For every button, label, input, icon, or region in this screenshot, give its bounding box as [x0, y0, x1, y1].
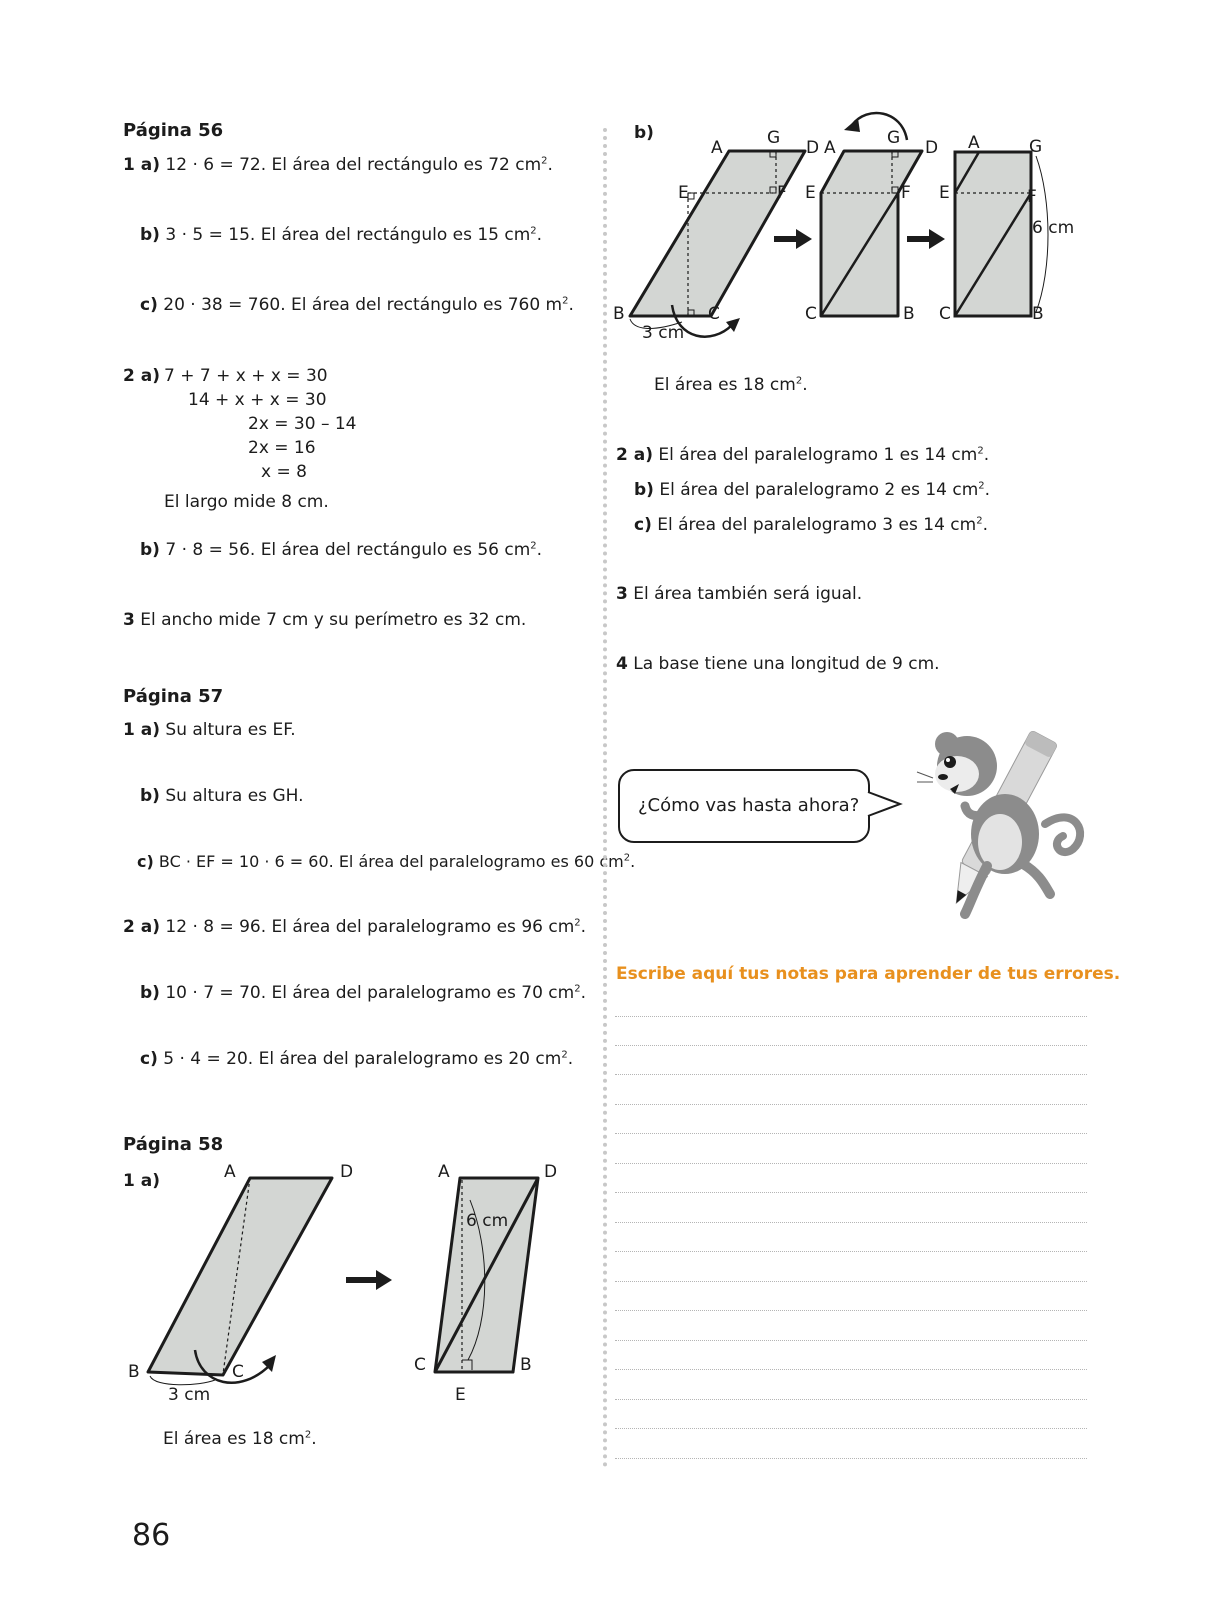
page-58-heading: Página 58: [123, 1134, 224, 1155]
vertex-f-label: F: [901, 183, 911, 203]
speech-bubble-text: ¿Cómo vas hasta ahora?: [638, 795, 860, 816]
vertex-e-label: E: [678, 183, 689, 203]
move-arrowhead: [844, 118, 860, 132]
vertex-a-label: A: [711, 138, 723, 158]
vertex-g-label: G: [767, 128, 781, 148]
base-length-label: 3 cm: [168, 1385, 211, 1405]
equation-line-1: 7 + 7 + x + x = 30: [164, 366, 328, 386]
answer-56-2b: b) 7 · 8 = 56. El área del rectángulo es 56 $cm^2$.: [140, 540, 543, 560]
answer-56-2a-result: El largo mide 8 cm.: [164, 492, 329, 512]
note-line: [615, 1369, 1087, 1370]
right-angle-mark: [688, 193, 694, 199]
vertex-e-label: E: [455, 1385, 466, 1405]
vertex-f-label: F: [1027, 187, 1037, 207]
answer-58-1b-label: b): [634, 123, 654, 143]
right-arrow-2: [774, 236, 798, 242]
equation-line-4: 2x = 16: [248, 438, 316, 458]
note-line: [615, 1399, 1087, 1400]
vertex-e-label: E: [939, 183, 950, 203]
note-line: [615, 1074, 1087, 1075]
answer-58-2a: 2 a) El área del paralelogramo 1 es 14 $cm^2$.: [616, 445, 990, 465]
answer-57-1c: c) BC · EF = 10 · 6 = 60. El área del paralelogramo es 60 $cm^2$.: [137, 852, 636, 871]
vertex-c-label: C: [939, 304, 951, 324]
answer-58-2b: b) El área del paralelogramo 2 es 14 $cm^2$.: [634, 480, 991, 500]
vertex-c-label: C: [708, 304, 720, 324]
vertex-c-label: C: [232, 1362, 244, 1382]
base-brace: [150, 1376, 215, 1385]
answer-58-1a-label: 1 a): [123, 1171, 160, 1191]
vertex-e-label: E: [805, 183, 816, 203]
notes-heading: Escribe aquí tus notas para aprender de tus errores.: [616, 964, 1121, 984]
note-line: [615, 1310, 1087, 1311]
vertex-c-label: C: [414, 1355, 426, 1375]
parallelogram-shape: [148, 1178, 332, 1375]
page-number: 86: [132, 1518, 171, 1553]
answer-56-1c: c) 20 · 38 = 760. El área del rectángulo es 760 $m^2$.: [140, 295, 574, 315]
note-line: [615, 1163, 1087, 1164]
column-divider: [603, 128, 607, 1468]
vertex-d-label: D: [340, 1162, 354, 1182]
vertex-g-label: G: [1029, 137, 1043, 157]
vertex-a-label: A: [968, 133, 980, 153]
equation-line-5: x = 8: [261, 462, 307, 482]
height-length-label: 6 cm: [1032, 218, 1075, 238]
vertex-a-label: A: [438, 1162, 450, 1182]
answer-58-3: 3 El área también será igual.: [616, 584, 863, 604]
height-length-label: 6 cm: [466, 1211, 509, 1231]
figure-58-1b: [612, 100, 1092, 343]
answer-57-2c: c) 5 · 4 = 20. El área del paralelogramo es 20 $cm^2$.: [140, 1049, 574, 1069]
note-line: [615, 1251, 1087, 1252]
page-56-heading: Página 56: [123, 120, 224, 141]
right-arrow-3-head: [929, 229, 945, 249]
note-line: [615, 1458, 1087, 1459]
note-line: [615, 1104, 1087, 1105]
rectangle-shape-b3: [955, 152, 1031, 316]
equation-line-3: 2x = 30 – 14: [248, 414, 357, 434]
base-length-label: 3 cm: [642, 323, 685, 343]
vertex-d-label: D: [925, 138, 939, 158]
answer-56-3: 3 El ancho mide 7 cm y su perímetro es 32 cm.: [123, 610, 527, 630]
vertex-g-label: G: [887, 128, 901, 148]
vertex-d-label: D: [544, 1162, 558, 1182]
vertex-d-label: D: [806, 138, 820, 158]
right-arrow-3: [907, 236, 931, 242]
vertex-b-label: B: [1032, 304, 1044, 324]
right-arrow-1: [346, 1268, 396, 1292]
note-line: [615, 1340, 1087, 1341]
figure-58-1a: [0, 0, 600, 260]
answer-56-2a-label: 2 a): [123, 366, 160, 386]
note-line: [615, 1281, 1087, 1282]
vertex-a-label: A: [824, 138, 836, 158]
area-answer-b: El área es 18 $cm^2$.: [654, 375, 808, 395]
area-answer-a: El área es 18 $cm^2$.: [163, 1429, 317, 1449]
answer-58-2c: c) El área del paralelogramo 3 es 14 $cm^2$.: [634, 515, 988, 535]
answer-56-1b: b) 3 · 5 = 15. El área del rectángulo es 15 $cm^2$.: [140, 225, 543, 245]
vertex-f-label: F: [777, 183, 787, 203]
vertex-b-label: B: [128, 1362, 140, 1382]
right-arrow-2-head: [796, 229, 812, 249]
speech-bubble: [618, 769, 870, 843]
monkey-mascot-icon: [895, 714, 1095, 929]
answer-57-2b: b) 10 · 7 = 70. El área del paralelogramo es 70 $cm^2$.: [140, 983, 586, 1003]
vertex-a-label: A: [224, 1162, 236, 1182]
equation-line-2: 14 + x + x = 30: [188, 390, 327, 410]
page-57-heading: Página 57: [123, 686, 224, 707]
note-line: [615, 1016, 1087, 1017]
vertex-b-label: B: [903, 304, 915, 324]
answer-57-1a: 1 a) Su altura es EF.: [123, 720, 296, 740]
vertex-b-label: B: [613, 304, 625, 324]
parallelogram-shape-b1: [630, 151, 805, 316]
answer-56-1a: 1 a) 12 · 6 = 72. El área del rectángulo es 72 $cm^2$.: [123, 155, 553, 175]
note-line: [615, 1428, 1087, 1429]
vertex-b-label: B: [520, 1355, 532, 1375]
note-line: [615, 1045, 1087, 1046]
vertex-c-label: C: [805, 304, 817, 324]
answer-57-2a: 2 a) 12 · 8 = 96. El área del paralelogramo es 96 $cm^2$.: [123, 917, 587, 937]
note-line: [615, 1133, 1087, 1134]
rearranged-figure-a1: [410, 1160, 610, 1420]
answer-58-4: 4 La base tiene una longitud de 9 cm.: [616, 654, 940, 674]
answer-57-1b: b) Su altura es GH.: [140, 786, 304, 806]
note-line: [615, 1222, 1087, 1223]
note-line: [615, 1192, 1087, 1193]
